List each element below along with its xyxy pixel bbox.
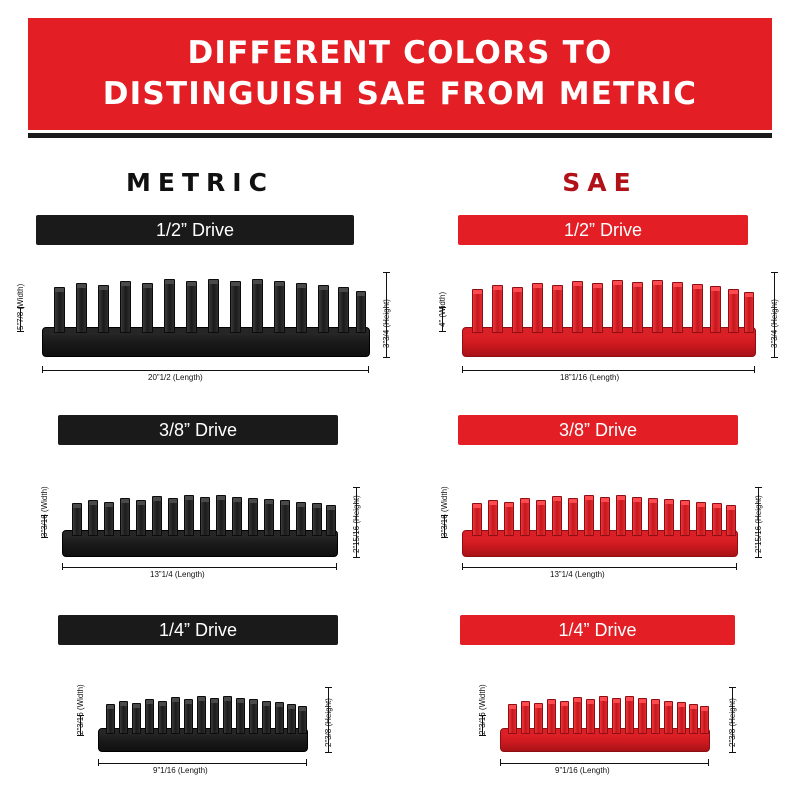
post-cap bbox=[727, 506, 735, 510]
dimension-width-metric-three-eighths: 3”3/16 (Width) bbox=[40, 486, 49, 537]
post bbox=[72, 503, 82, 536]
post bbox=[236, 698, 245, 734]
post-cap bbox=[121, 499, 129, 503]
post-cap bbox=[653, 281, 662, 285]
post-cap bbox=[313, 504, 321, 508]
post-cap bbox=[729, 290, 738, 294]
post-cap bbox=[697, 503, 705, 507]
dimension-tick bbox=[368, 366, 369, 373]
dimension-tick bbox=[479, 735, 486, 736]
post bbox=[700, 706, 709, 734]
post bbox=[158, 701, 167, 734]
post bbox=[584, 495, 594, 536]
post bbox=[252, 279, 263, 333]
post bbox=[677, 702, 686, 734]
post-cap bbox=[601, 498, 609, 502]
post bbox=[672, 282, 683, 333]
post bbox=[612, 280, 623, 333]
post-cap bbox=[537, 501, 545, 505]
dimension-tick bbox=[439, 331, 446, 332]
dimension-tick bbox=[500, 759, 501, 766]
post bbox=[210, 698, 219, 734]
post-cap bbox=[633, 498, 641, 502]
post-cap bbox=[573, 282, 582, 286]
dimension-tick bbox=[383, 357, 390, 358]
post bbox=[280, 500, 290, 536]
post bbox=[152, 496, 162, 536]
post-cap bbox=[548, 700, 555, 704]
dimension-tick bbox=[353, 487, 360, 488]
post-cap bbox=[701, 707, 708, 711]
post bbox=[104, 502, 114, 536]
post bbox=[312, 503, 322, 536]
post bbox=[262, 701, 271, 734]
drive-label-metric-half-inch: 1/2” Drive bbox=[36, 215, 354, 245]
post-cap bbox=[617, 496, 625, 500]
tray-posts bbox=[498, 670, 713, 750]
dimension-tick bbox=[77, 735, 84, 736]
dimension-tick bbox=[41, 537, 48, 538]
dimension-line-length bbox=[98, 763, 306, 764]
post-cap bbox=[217, 496, 225, 500]
post-cap bbox=[553, 286, 562, 290]
post bbox=[680, 500, 690, 536]
post-cap bbox=[89, 501, 97, 505]
dimension-tick bbox=[325, 752, 332, 753]
post bbox=[274, 281, 285, 333]
post bbox=[532, 283, 543, 333]
post-cap bbox=[265, 500, 273, 504]
banner-underline bbox=[28, 133, 772, 138]
post bbox=[488, 500, 498, 536]
post bbox=[536, 500, 546, 536]
dimension-tick bbox=[383, 272, 390, 273]
post bbox=[573, 697, 582, 734]
post-cap bbox=[233, 498, 241, 502]
dimension-height-metric-three-eighths: 2”15/16 (Height) bbox=[352, 495, 361, 553]
post-cap bbox=[319, 286, 328, 290]
post bbox=[534, 703, 543, 734]
post-cap bbox=[713, 504, 721, 508]
post bbox=[572, 281, 583, 333]
post-cap bbox=[600, 697, 607, 701]
dimension-line-length bbox=[42, 370, 368, 371]
post-cap bbox=[281, 501, 289, 505]
post bbox=[98, 285, 109, 333]
drive-label-metric-quarter: 1/4” Drive bbox=[58, 615, 338, 645]
post bbox=[186, 281, 197, 333]
tray-posts bbox=[60, 470, 340, 555]
dimension-tick bbox=[708, 759, 709, 766]
post bbox=[689, 704, 698, 734]
post-cap bbox=[143, 284, 152, 288]
dimension-height-metric-quarter: 2”3/8 (Height) bbox=[324, 698, 333, 747]
post bbox=[710, 286, 721, 333]
post-cap bbox=[249, 499, 257, 503]
post bbox=[616, 495, 626, 536]
dimension-length-metric-three-eighths: 13”1/4 (Length) bbox=[150, 570, 205, 579]
post-cap bbox=[509, 705, 516, 709]
dimension-line-length bbox=[462, 370, 754, 371]
post-cap bbox=[587, 700, 594, 704]
post-cap bbox=[133, 704, 140, 708]
banner-line-2: DISTINGUISH SAE FROM METRIC bbox=[102, 76, 698, 112]
dimension-tick bbox=[462, 563, 463, 570]
post bbox=[248, 498, 258, 536]
post bbox=[625, 696, 634, 734]
post-cap bbox=[231, 282, 240, 286]
post-cap bbox=[137, 501, 145, 505]
dimension-tick bbox=[755, 557, 762, 558]
dimension-tick bbox=[754, 366, 755, 373]
dimension-line-length bbox=[500, 763, 708, 764]
post-cap bbox=[77, 284, 86, 288]
dimension-tick bbox=[729, 752, 736, 753]
post bbox=[652, 280, 663, 333]
dimension-line-length bbox=[462, 567, 736, 568]
dimension-height-sae-quarter: 2”3/8 (Height) bbox=[728, 698, 737, 747]
post bbox=[171, 697, 180, 734]
post-cap bbox=[690, 705, 697, 709]
post-cap bbox=[288, 705, 295, 709]
dimension-length-sae-quarter: 9”1/16 (Length) bbox=[555, 766, 610, 775]
post bbox=[651, 699, 660, 734]
drive-label-sae-half-inch: 1/2” Drive bbox=[458, 215, 748, 245]
dimension-height-metric-half-inch: 3”3/4 (Height) bbox=[382, 299, 391, 348]
post-cap bbox=[585, 496, 593, 500]
post-cap bbox=[652, 700, 659, 704]
post-cap bbox=[613, 699, 620, 703]
post bbox=[120, 498, 130, 536]
tray-posts bbox=[460, 470, 740, 555]
drive-label-sae-three-eighths: 3/8” Drive bbox=[458, 415, 738, 445]
post bbox=[547, 699, 556, 734]
post bbox=[298, 706, 307, 734]
post-cap bbox=[107, 705, 114, 709]
post-cap bbox=[649, 499, 657, 503]
post-cap bbox=[522, 702, 529, 706]
post bbox=[664, 499, 674, 536]
post-cap bbox=[489, 501, 497, 505]
post bbox=[223, 696, 232, 734]
tray-image-sae-three-eighths bbox=[460, 470, 740, 555]
post-cap bbox=[263, 702, 270, 706]
post bbox=[726, 505, 736, 536]
dimension-width-metric-quarter: 2”3/16 (Width) bbox=[76, 684, 85, 735]
post-cap bbox=[187, 282, 196, 286]
post-cap bbox=[665, 500, 673, 504]
post bbox=[120, 281, 131, 333]
tray-panel-metric-three-eighths bbox=[8, 415, 398, 600]
post bbox=[249, 699, 258, 734]
post-cap bbox=[201, 498, 209, 502]
post-cap bbox=[533, 284, 542, 288]
post bbox=[560, 701, 569, 734]
post-cap bbox=[569, 499, 577, 503]
dimension-tick bbox=[736, 563, 737, 570]
post bbox=[318, 285, 329, 333]
dimension-tick bbox=[771, 357, 778, 358]
post bbox=[184, 699, 193, 734]
post bbox=[76, 283, 87, 333]
post bbox=[472, 289, 483, 333]
dimension-tick bbox=[462, 366, 463, 373]
post-cap bbox=[665, 702, 672, 706]
dimension-tick bbox=[771, 272, 778, 273]
column-heading-metric: METRIC bbox=[126, 168, 274, 197]
dimension-width-sae-three-eighths: 3”3/16 (Width) bbox=[440, 486, 449, 537]
tray-posts bbox=[38, 265, 368, 355]
post-cap bbox=[357, 292, 365, 296]
tray-panel-sae-quarter bbox=[410, 615, 800, 800]
dimension-length-sae-three-eighths: 13”1/4 (Length) bbox=[550, 570, 605, 579]
post bbox=[648, 498, 658, 536]
post-cap bbox=[153, 497, 161, 501]
post bbox=[744, 292, 754, 333]
post bbox=[208, 279, 219, 333]
post bbox=[88, 500, 98, 536]
post-cap bbox=[711, 287, 720, 291]
post-cap bbox=[574, 698, 581, 702]
post-cap bbox=[297, 503, 305, 507]
dimension-tick bbox=[17, 331, 24, 332]
post-cap bbox=[513, 288, 522, 292]
post-cap bbox=[299, 707, 306, 711]
post bbox=[326, 505, 336, 536]
post bbox=[612, 698, 621, 734]
dimension-tick bbox=[353, 557, 360, 558]
post bbox=[472, 503, 482, 536]
post bbox=[136, 500, 146, 536]
post-cap bbox=[505, 503, 513, 507]
post bbox=[168, 498, 178, 536]
dimension-tick bbox=[729, 687, 736, 688]
banner-line-1: DIFFERENT COLORS TO bbox=[187, 35, 613, 72]
dimension-length-metric-half-inch: 20”1/2 (Length) bbox=[148, 373, 203, 382]
post bbox=[696, 502, 706, 536]
dimension-tick bbox=[441, 537, 448, 538]
post bbox=[521, 701, 530, 734]
post-cap bbox=[224, 697, 231, 701]
post bbox=[508, 704, 517, 734]
post bbox=[712, 503, 722, 536]
post-cap bbox=[745, 293, 753, 297]
post-cap bbox=[105, 503, 113, 507]
post bbox=[287, 704, 296, 734]
post bbox=[356, 291, 366, 333]
post bbox=[552, 285, 563, 333]
tray-image-metric-three-eighths bbox=[60, 470, 340, 555]
post-cap bbox=[120, 702, 127, 706]
post bbox=[692, 284, 703, 333]
post bbox=[230, 281, 241, 333]
post-cap bbox=[626, 697, 633, 701]
post bbox=[512, 287, 523, 333]
post bbox=[552, 496, 562, 536]
post-cap bbox=[633, 283, 642, 287]
post bbox=[504, 502, 514, 536]
post bbox=[600, 497, 610, 536]
post bbox=[296, 502, 306, 536]
tray-image-sae-half-inch bbox=[458, 265, 758, 355]
post bbox=[568, 498, 578, 536]
dimension-length-metric-quarter: 9”1/16 (Length) bbox=[153, 766, 208, 775]
post-cap bbox=[185, 496, 193, 500]
post-cap bbox=[185, 700, 192, 704]
dimension-width-sae-quarter: 2”3/16 (Width) bbox=[478, 684, 487, 735]
post bbox=[592, 283, 603, 333]
dimension-line-length bbox=[62, 567, 336, 568]
tray-image-sae-quarter bbox=[498, 670, 713, 750]
tray-image-metric-quarter bbox=[96, 670, 311, 750]
post-cap bbox=[535, 704, 542, 708]
post bbox=[599, 696, 608, 734]
post-cap bbox=[211, 699, 218, 703]
tray-image-metric-half-inch bbox=[38, 265, 368, 355]
dimension-tick bbox=[325, 687, 332, 688]
post bbox=[106, 704, 115, 734]
post-cap bbox=[681, 501, 689, 505]
post-cap bbox=[172, 698, 179, 702]
post bbox=[492, 285, 503, 333]
header-banner bbox=[28, 18, 772, 130]
drive-label-metric-three-eighths: 3/8” Drive bbox=[58, 415, 338, 445]
post-cap bbox=[561, 702, 568, 706]
post-cap bbox=[678, 703, 685, 707]
tray-panel-sae-three-eighths bbox=[410, 415, 800, 600]
tray-posts bbox=[96, 670, 311, 750]
post-cap bbox=[198, 697, 205, 701]
post-cap bbox=[55, 288, 64, 292]
post bbox=[275, 702, 284, 734]
post-cap bbox=[493, 286, 502, 290]
post-cap bbox=[73, 504, 81, 508]
post-cap bbox=[327, 506, 335, 510]
post bbox=[200, 497, 210, 536]
dimension-width-metric-half-inch: 5”7/8 (Width) bbox=[16, 283, 25, 330]
post bbox=[197, 696, 206, 734]
dimension-width-sae-half-inch: 4” (Width) bbox=[438, 291, 447, 327]
post-cap bbox=[473, 504, 481, 508]
post bbox=[638, 698, 647, 734]
post-cap bbox=[169, 499, 177, 503]
post-cap bbox=[673, 283, 682, 287]
post-cap bbox=[297, 284, 306, 288]
drive-label-sae-quarter: 1/4” Drive bbox=[460, 615, 735, 645]
tray-panel-metric-quarter bbox=[8, 615, 398, 800]
post-cap bbox=[121, 282, 130, 286]
post-cap bbox=[209, 280, 218, 284]
post bbox=[216, 495, 226, 536]
dimension-height-sae-half-inch: 3”3/4 (Height) bbox=[770, 299, 779, 348]
post bbox=[184, 495, 194, 536]
dimension-tick bbox=[62, 563, 63, 570]
tray-panel-metric-half-inch bbox=[8, 215, 398, 400]
post bbox=[586, 699, 595, 734]
dimension-tick bbox=[336, 563, 337, 570]
post bbox=[632, 282, 643, 333]
post bbox=[632, 497, 642, 536]
post bbox=[164, 279, 175, 333]
post-cap bbox=[275, 282, 284, 286]
post bbox=[145, 699, 154, 734]
post bbox=[338, 287, 349, 333]
post-cap bbox=[553, 497, 561, 501]
dimension-height-sae-three-eighths: 2”15/16 (Height) bbox=[754, 495, 763, 553]
post-cap bbox=[639, 699, 646, 703]
post-cap bbox=[276, 703, 283, 707]
post-cap bbox=[99, 286, 108, 290]
dimension-tick bbox=[755, 487, 762, 488]
post-cap bbox=[253, 280, 262, 284]
post-cap bbox=[521, 499, 529, 503]
post-cap bbox=[473, 290, 482, 294]
post bbox=[520, 498, 530, 536]
post bbox=[132, 703, 141, 734]
post-cap bbox=[693, 285, 702, 289]
post-cap bbox=[159, 702, 166, 706]
post bbox=[142, 283, 153, 333]
post bbox=[296, 283, 307, 333]
post bbox=[264, 499, 274, 536]
post bbox=[232, 497, 242, 536]
dimension-length-sae-half-inch: 18”1/16 (Length) bbox=[560, 373, 620, 382]
dimension-tick bbox=[42, 366, 43, 373]
column-heading-sae: SAE bbox=[562, 168, 638, 197]
post bbox=[119, 701, 128, 734]
post-cap bbox=[146, 700, 153, 704]
post bbox=[54, 287, 65, 333]
post-cap bbox=[593, 284, 602, 288]
post-cap bbox=[250, 700, 257, 704]
post bbox=[728, 289, 739, 333]
tray-posts bbox=[458, 265, 758, 355]
post-cap bbox=[339, 288, 348, 292]
post-cap bbox=[613, 281, 622, 285]
dimension-tick bbox=[306, 759, 307, 766]
tray-panel-sae-half-inch bbox=[410, 215, 800, 400]
post-cap bbox=[165, 280, 174, 284]
dimension-tick bbox=[98, 759, 99, 766]
post bbox=[664, 701, 673, 734]
post-cap bbox=[237, 699, 244, 703]
